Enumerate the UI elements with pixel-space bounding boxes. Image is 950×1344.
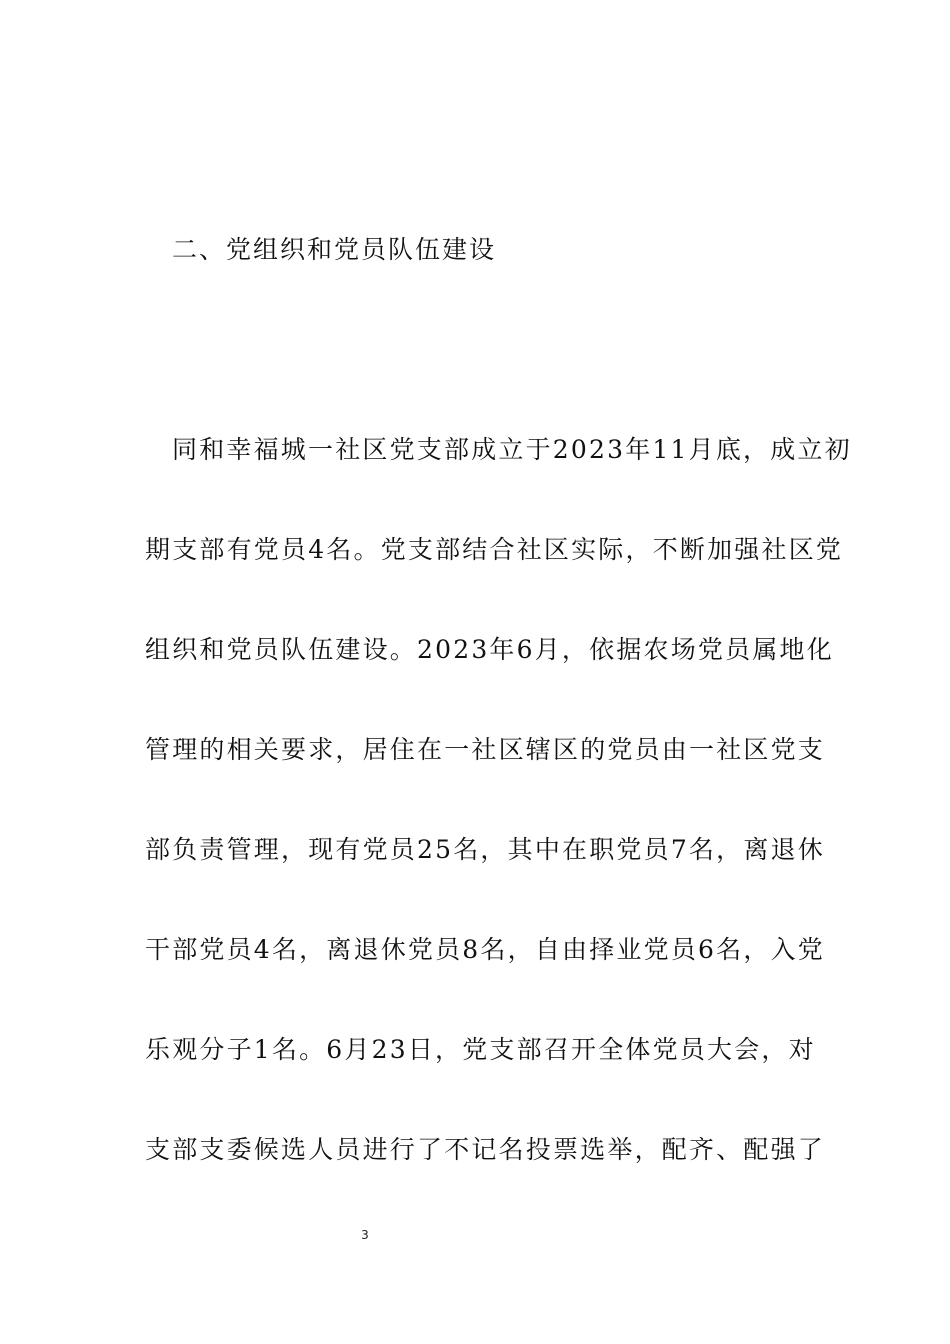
page-number: 3 bbox=[361, 1228, 369, 1242]
paragraph-line: 干部党员4名，离退休党员8名，自由择业党员6名，入党 bbox=[145, 935, 825, 964]
paragraph-line: 期支部有党员4名。党支部结合社区实际，不断加强社区党 bbox=[145, 535, 844, 564]
paragraph-line: 组织和党员队伍建设。2023年6月，依据农场党员属地化 bbox=[145, 635, 834, 664]
paragraph-line: 管理的相关要求，居住在一社区辖区的党员由一社区党支 bbox=[145, 735, 826, 764]
paragraph-line: 部负责管理，现有党员25名，其中在职党员7名，离退休 bbox=[145, 835, 825, 864]
paragraph-line: 支部支委候选人员进行了不记名投票选举，配齐、配强了 bbox=[145, 1135, 826, 1164]
section-heading: 二、党组织和党员队伍建设 bbox=[172, 235, 497, 264]
paragraph-line: 乐观分子1名。6月23日，党支部召开全体党员大会，对 bbox=[145, 1035, 816, 1064]
paragraph-line: 同和幸福城一社区党支部成立于2023年11月底，成立初 bbox=[172, 435, 852, 464]
